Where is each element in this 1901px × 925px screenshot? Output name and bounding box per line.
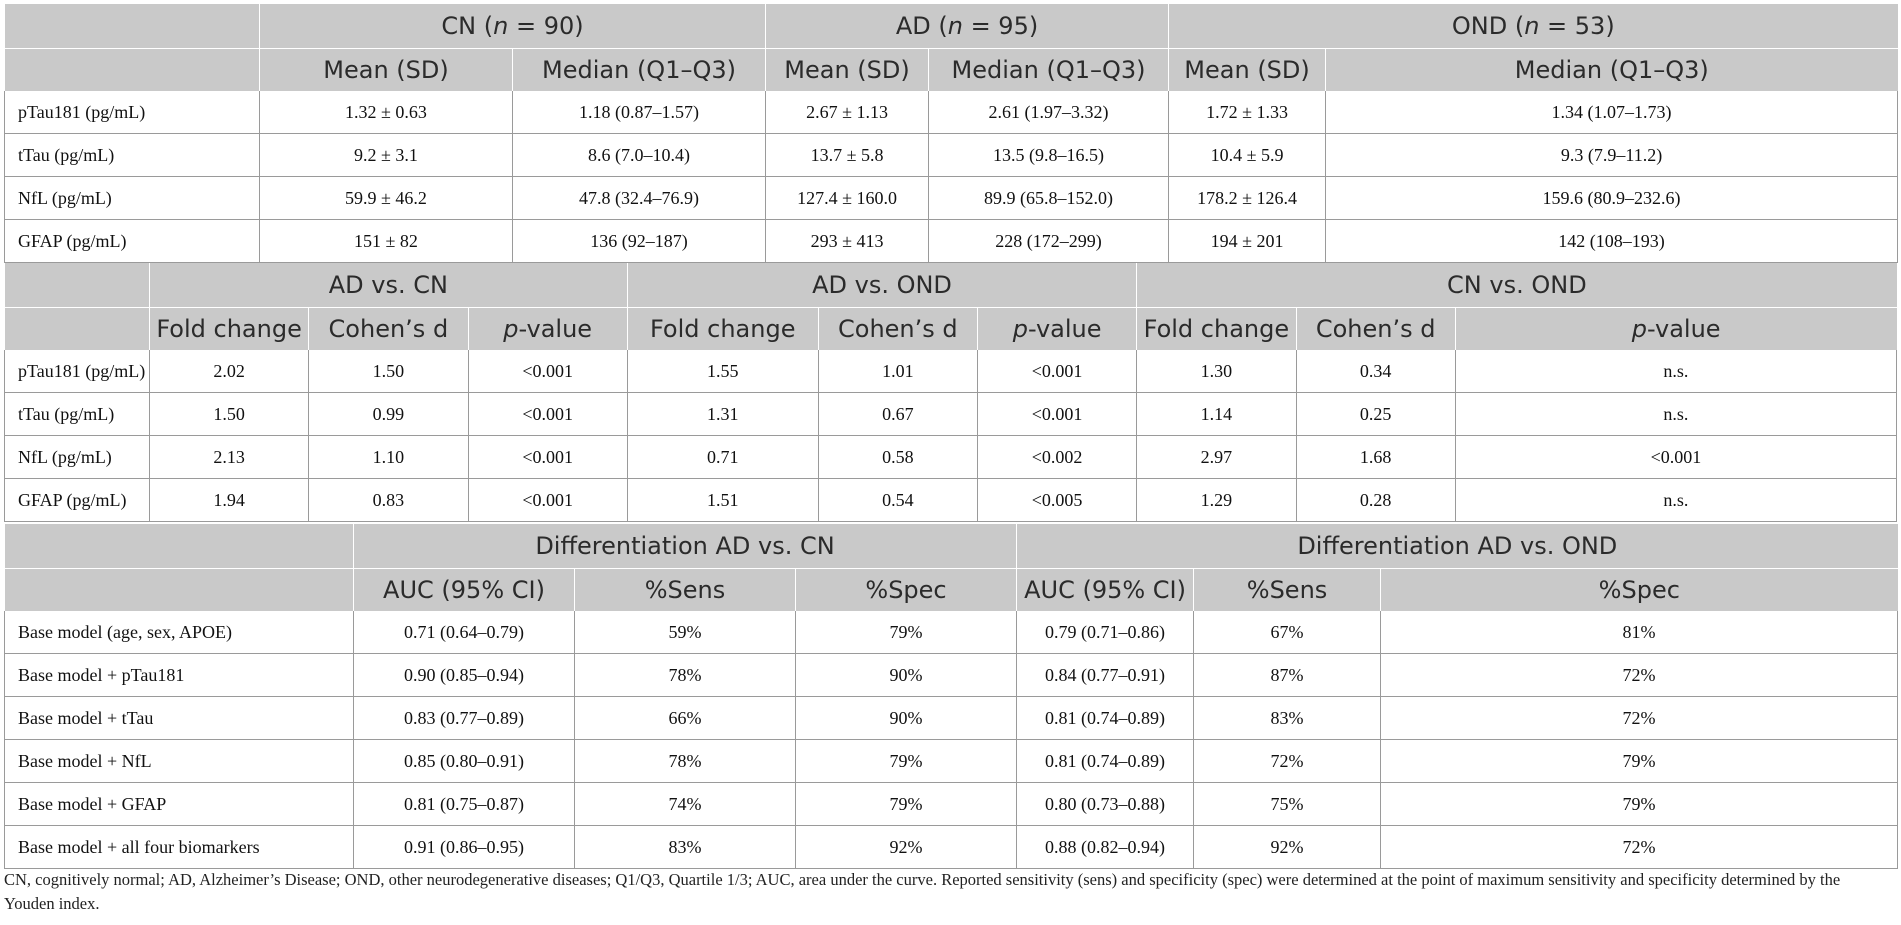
table2-group-ad-vs-ond: AD vs. OND	[627, 263, 1136, 308]
table-cell: 1.14	[1137, 393, 1296, 436]
table-cell: 0.58	[818, 436, 977, 479]
table-cell: 0.25	[1296, 393, 1455, 436]
table-cell: 0.71	[627, 436, 818, 479]
p-suffix: -value	[518, 315, 593, 343]
table3-subheader: AUC (95% CI)	[1017, 569, 1194, 612]
table-cell: 0.90 (0.85–0.94)	[354, 654, 575, 697]
table-cell: <0.001	[468, 393, 627, 436]
table-cell: 194 ± 201	[1169, 220, 1326, 263]
table-cell: 72%	[1381, 654, 1898, 697]
table-cell: 1.01	[818, 350, 977, 393]
table-cell: 1.72 ± 1.33	[1169, 91, 1326, 134]
table-row	[5, 220, 1898, 263]
table1-corner-sub	[5, 49, 260, 92]
row-label: Base model (age, sex, APOE)	[5, 611, 354, 654]
table-cell: 228 (172–299)	[929, 220, 1169, 263]
table-cell: 8.6 (7.0–10.4)	[513, 134, 766, 177]
table-cell: 72%	[1381, 826, 1898, 869]
table1-group-ad: AD (n = 95)	[766, 4, 1169, 49]
table-cell: 127.4 ± 160.0	[766, 177, 929, 220]
table-cell: <0.001	[977, 350, 1136, 393]
table3-corner	[5, 524, 354, 569]
table-cell: 79%	[1381, 740, 1898, 783]
table-cell: 1.50	[309, 350, 468, 393]
table2-subheader-fold-change: Fold change	[627, 308, 818, 351]
table2-subheader-p-value	[468, 308, 627, 351]
table-cell: 9.3 (7.9–11.2)	[1326, 134, 1898, 177]
table-cell: 72%	[1381, 697, 1898, 740]
table-cell: <0.005	[977, 479, 1136, 522]
table-cell: 79%	[796, 783, 1017, 826]
table-cell: 0.99	[309, 393, 468, 436]
table-cell: 0.67	[818, 393, 977, 436]
row-label: pTau181 (pg/mL)	[5, 350, 150, 393]
table-cell: 90%	[796, 697, 1017, 740]
p-italic: p	[503, 315, 519, 343]
table-row	[5, 697, 1898, 740]
table-cell: 74%	[575, 783, 796, 826]
table-cell: 1.34 (1.07–1.73)	[1326, 91, 1898, 134]
table2-corner-sub	[5, 308, 150, 351]
table3-corner-sub	[5, 569, 354, 612]
table-cell: 1.32 ± 0.63	[260, 91, 513, 134]
row-label: Base model + GFAP	[5, 783, 354, 826]
table-cell: 0.83 (0.77–0.89)	[354, 697, 575, 740]
table1-subheader: Mean (SD)	[766, 49, 929, 92]
table-cell: 142 (108–193)	[1326, 220, 1898, 263]
table3-group-ad-vs-cn: Differentiation AD vs. CN	[354, 524, 1017, 569]
table-row	[5, 350, 1897, 393]
row-label: Base model + NfL	[5, 740, 354, 783]
table-cell: 0.85 (0.80–0.91)	[354, 740, 575, 783]
table-cell: 1.30	[1137, 350, 1296, 393]
table-cell: 79%	[1381, 783, 1898, 826]
table-cell: 0.80 (0.73–0.88)	[1017, 783, 1194, 826]
table-cell: 2.61 (1.97–3.32)	[929, 91, 1169, 134]
table1-group-ond: OND (n = 53)	[1169, 4, 1898, 49]
p-italic: p	[1012, 315, 1028, 343]
table-row	[5, 436, 1897, 479]
table-cell: 66%	[575, 697, 796, 740]
table-cell: 178.2 ± 126.4	[1169, 177, 1326, 220]
table-cell: 1.29	[1137, 479, 1296, 522]
table-cell: 81%	[1381, 611, 1898, 654]
table-cell: 83%	[575, 826, 796, 869]
table2-subheader-cohens-d: Cohen’s d	[1296, 308, 1455, 351]
table-cell: 2.97	[1137, 436, 1296, 479]
table1-subheader: Mean (SD)	[1169, 49, 1326, 92]
table-row	[5, 611, 1898, 654]
table-cell: 0.79 (0.71–0.86)	[1017, 611, 1194, 654]
table-cell: 10.4 ± 5.9	[1169, 134, 1326, 177]
table1-corner	[5, 4, 260, 49]
table-cell: 0.81 (0.74–0.89)	[1017, 740, 1194, 783]
table-cell: 83%	[1194, 697, 1381, 740]
table-cell: 9.2 ± 3.1	[260, 134, 513, 177]
table-cell: <0.002	[977, 436, 1136, 479]
table-cell: 1.18 (0.87–1.57)	[513, 91, 766, 134]
table2-group-cn-vs-ond: CN vs. OND	[1137, 263, 1897, 308]
table-cell: <0.001	[468, 350, 627, 393]
table-cell: <0.001	[468, 479, 627, 522]
row-label: pTau181 (pg/mL)	[5, 91, 260, 134]
table-cell: 72%	[1194, 740, 1381, 783]
table-cell: 0.54	[818, 479, 977, 522]
table2-subheader-fold-change: Fold change	[1137, 308, 1296, 351]
table-cell: 79%	[796, 611, 1017, 654]
table3-subheader: AUC (95% CI)	[354, 569, 575, 612]
table-cell: 0.81 (0.75–0.87)	[354, 783, 575, 826]
table3-subheader: %Sens	[575, 569, 796, 612]
table-cell: 1.55	[627, 350, 818, 393]
table-cell: 159.6 (80.9–232.6)	[1326, 177, 1898, 220]
table-row	[5, 783, 1898, 826]
table-row	[5, 393, 1897, 436]
table-cell: 0.84 (0.77–0.91)	[1017, 654, 1194, 697]
table-cell: 13.7 ± 5.8	[766, 134, 929, 177]
row-label: NfL (pg/mL)	[5, 436, 150, 479]
row-label: tTau (pg/mL)	[5, 134, 260, 177]
table-row	[5, 134, 1898, 177]
table-cell: 0.81 (0.74–0.89)	[1017, 697, 1194, 740]
table2-group-ad-vs-cn: AD vs. CN	[149, 263, 627, 308]
p-suffix: -value	[1027, 315, 1102, 343]
table-row	[5, 479, 1897, 522]
table-cell: 13.5 (9.8–16.5)	[929, 134, 1169, 177]
table-cell: n.s.	[1455, 479, 1896, 522]
table-cell: 87%	[1194, 654, 1381, 697]
table-biomarker-levels	[4, 4, 1898, 263]
table3-subheader: %Spec	[796, 569, 1017, 612]
table-cell: 2.02	[149, 350, 308, 393]
table3-subheader: %Spec	[1381, 569, 1898, 612]
row-label: Base model + pTau181	[5, 654, 354, 697]
table-cell: 293 ± 413	[766, 220, 929, 263]
table-row	[5, 177, 1898, 220]
table-cell: 2.13	[149, 436, 308, 479]
table2-subheader-cohens-d: Cohen’s d	[818, 308, 977, 351]
table-cell: 0.91 (0.86–0.95)	[354, 826, 575, 869]
row-label: tTau (pg/mL)	[5, 393, 150, 436]
table-cell: 78%	[575, 654, 796, 697]
table-cell: 90%	[796, 654, 1017, 697]
row-label: Base model + tTau	[5, 697, 354, 740]
table2-subheader-p-value	[1455, 308, 1896, 351]
table-footnote: CN, cognitively normal; AD, Alzheimer’s Disease; OND, other neurodegenerative diseases; Q1/Q3, Quartile 1/3; AUC, area under the curve. Reported sensitivity (sens) and specificity (spec) were determined at the point of maximum sensitivity and specificity determined by the Youden index.	[4, 870, 1841, 913]
row-label: GFAP (pg/mL)	[5, 220, 260, 263]
table-cell: 1.94	[149, 479, 308, 522]
row-label: Base model + all four biomarkers	[5, 826, 354, 869]
table-cell: 78%	[575, 740, 796, 783]
table3-group-ad-vs-ond: Differentiation AD vs. OND	[1017, 524, 1898, 569]
table-cell: 59.9 ± 46.2	[260, 177, 513, 220]
table-cell: 1.10	[309, 436, 468, 479]
table-cell: n.s.	[1455, 393, 1896, 436]
table-cell: 75%	[1194, 783, 1381, 826]
table-row	[5, 740, 1898, 783]
table1-subheader: Median (Q1–Q3)	[1326, 49, 1898, 92]
table-cell: 89.9 (65.8–152.0)	[929, 177, 1169, 220]
table-cell: <0.001	[468, 436, 627, 479]
table3-subheader: %Sens	[1194, 569, 1381, 612]
table-cell: 0.83	[309, 479, 468, 522]
table-group-comparisons	[4, 263, 1897, 522]
table-cell: 59%	[575, 611, 796, 654]
table-cell: 92%	[1194, 826, 1381, 869]
table-cell: 0.88 (0.82–0.94)	[1017, 826, 1194, 869]
table-cell: 92%	[796, 826, 1017, 869]
table-cell: 151 ± 82	[260, 220, 513, 263]
table-cell: <0.001	[977, 393, 1136, 436]
table-row	[5, 654, 1898, 697]
p-italic: p	[1631, 315, 1647, 343]
table1-subheader: Median (Q1–Q3)	[513, 49, 766, 92]
table-cell: <0.001	[1455, 436, 1896, 479]
table2-subheader-fold-change: Fold change	[149, 308, 308, 351]
table2-subheader-cohens-d: Cohen’s d	[309, 308, 468, 351]
table-cell: 136 (92–187)	[513, 220, 766, 263]
table-cell: 0.28	[1296, 479, 1455, 522]
table-cell: 67%	[1194, 611, 1381, 654]
table-cell: 79%	[796, 740, 1017, 783]
table-cell: 1.51	[627, 479, 818, 522]
table-cell: 0.71 (0.64–0.79)	[354, 611, 575, 654]
table-cell: 0.34	[1296, 350, 1455, 393]
table1-group-cn: CN (n = 90)	[260, 4, 766, 49]
table-cell: 1.31	[627, 393, 818, 436]
table2-subheader-p-value	[977, 308, 1136, 351]
table-row	[5, 826, 1898, 869]
table-model-discrimination	[4, 524, 1898, 869]
table-cell: n.s.	[1455, 350, 1896, 393]
table-row	[5, 91, 1898, 134]
p-suffix: -value	[1646, 315, 1721, 343]
table2-corner	[5, 263, 150, 308]
table1-subheader: Mean (SD)	[260, 49, 513, 92]
row-label: NfL (pg/mL)	[5, 177, 260, 220]
table-cell: 2.67 ± 1.13	[766, 91, 929, 134]
row-label: GFAP (pg/mL)	[5, 479, 150, 522]
table-cell: 1.68	[1296, 436, 1455, 479]
table-cell: 1.50	[149, 393, 308, 436]
table-cell: 47.8 (32.4–76.9)	[513, 177, 766, 220]
table1-subheader: Median (Q1–Q3)	[929, 49, 1169, 92]
